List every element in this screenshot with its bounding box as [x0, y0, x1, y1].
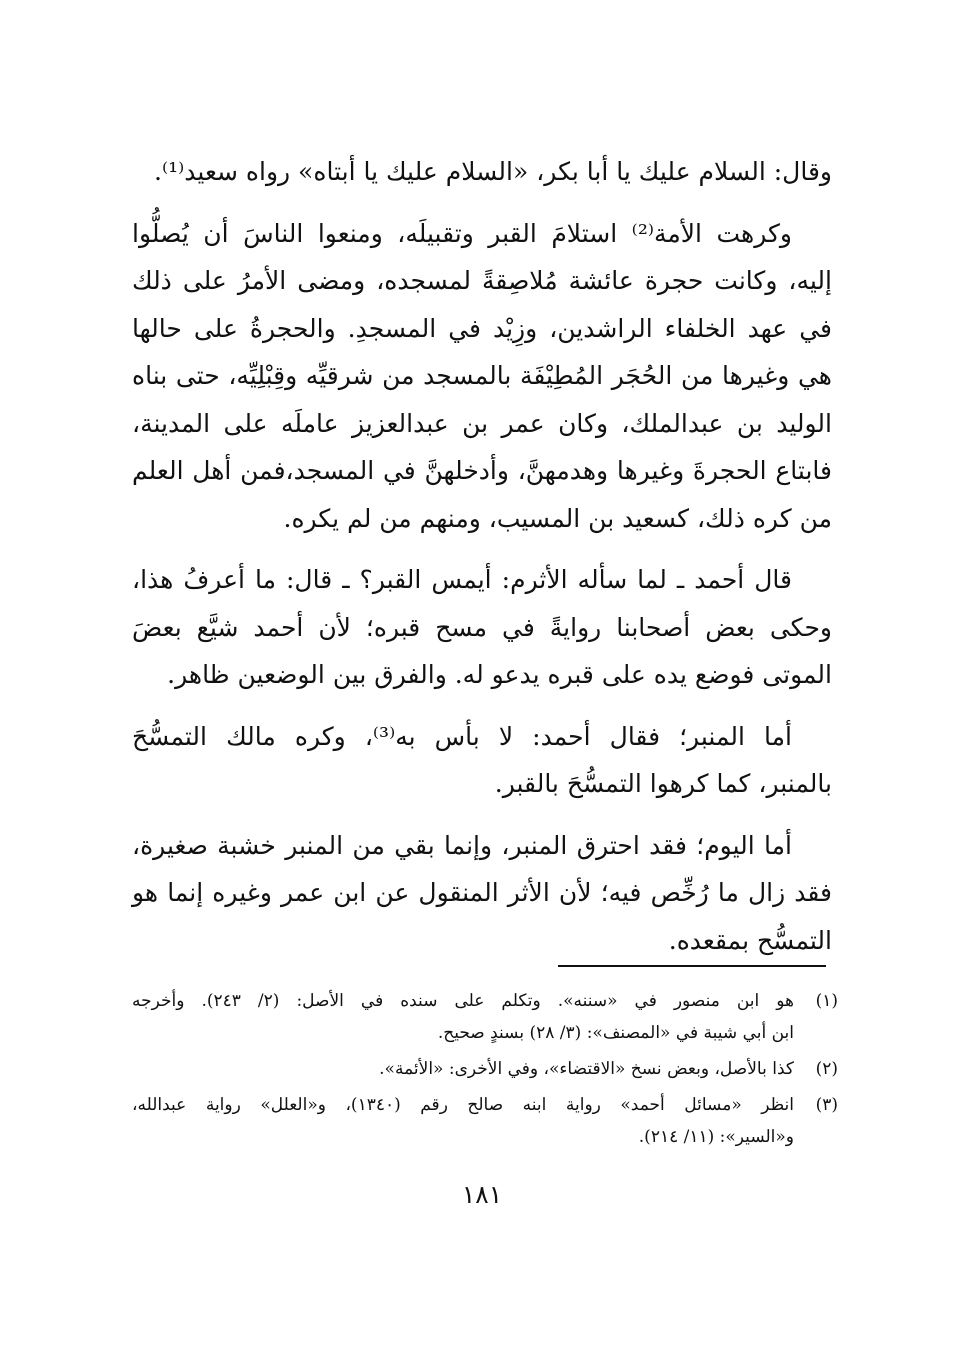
paragraph-4	[132, 713, 832, 808]
footnote-line: هو ابن منصور في «سننه». وتكلم على سنده في الأصل: (٢/ ٢٤٣). وأخرجه	[132, 991, 794, 1011]
footnote-line: انظر «مسائل أحمد» رواية ابنه صالح رقم (١٣٤٠)، و«العلل» رواية عبدالله،	[132, 1095, 795, 1115]
text-line: من كره ذلك، كسعيد بن المسيب، ومنهم من لم يكره.	[283, 503, 832, 533]
text-line: هي وغيرها من الحُجَر المُطِيْفَة بالمسجد من شرقيِّه وقِبْلِيِّه، حتى بناه	[132, 361, 832, 390]
page-number: ١٨١	[461, 1180, 503, 1209]
footnote-number: (٣)	[815, 1095, 838, 1115]
footnote-2	[132, 1053, 838, 1085]
footnote-separator	[558, 965, 826, 967]
text-line: فقد زال ما رُخِّص فيه؛ لأن الأثر المنقول عن ابن عمر وغيره إنما هو	[132, 878, 832, 907]
paragraph-2	[132, 210, 832, 543]
text-line: في عهد الخلفاء الراشدين، وزِيْد في المسجدِ. والحجرةُ على حالها	[132, 313, 832, 343]
footnote-3	[132, 1089, 838, 1153]
footnote-number: (١)	[815, 991, 838, 1011]
footnote-line: كذا بالأصل، وبعض نسخ «الاقتضاء»، وفي الأخرى: «الأئمة».	[379, 1059, 794, 1079]
footnotes	[132, 985, 838, 1157]
text-line: وحكى بعض أصحابنا روايةً في مسح قبره؛ لأن أحمد شيَّع بعضَ	[132, 612, 832, 642]
text-line: إليه، وكانت حجرة عائشة مُلاصِقةً لمسجده، ومضى الأمرُ على ذلك	[132, 266, 832, 295]
footnote-1	[132, 985, 838, 1049]
text-line: أما المنبر؛ فقال أحمد: لا بأس به⁽³⁾، وكره مالك التمسُّحَ	[132, 721, 792, 751]
text-line: التمسُّح بمقعده.	[668, 925, 832, 955]
text-line: بالمنبر، كما كرهوا التمسُّحَ بالقبر.	[494, 769, 832, 798]
text-line: وقال: السلام عليك يا أبا بكر، «السلام عليك يا أبتاه» رواه سعيد⁽¹⁾.	[154, 157, 832, 186]
paragraph-1	[132, 148, 832, 196]
paragraph-3	[132, 556, 832, 699]
footnote-number: (٢)	[815, 1059, 838, 1079]
text-line: الموتى فوضع يده على قبره يدعو له. والفرق بين الوضعين ظاهر.	[167, 660, 832, 689]
footnote-line: ابن أبي شيبة في «المصنف»: (٣/ ٢٨) بسندٍ صحيح.	[437, 1023, 794, 1043]
text-line: فابتاع الحجرةَ وغيرها وهدمهنَّ، وأدخلهنَّ في المسجد،فمن أهل العلم	[132, 456, 832, 485]
text-line: قال أحمد ـ لما سأله الأثرم: أيمس القبر؟ ـ قال: ما أعرفُ هذا،	[132, 565, 792, 594]
text-line: الوليد بن عبدالملك، وكان عمر بن عبدالعزيز عاملَه على المدينة،	[132, 408, 832, 438]
text-line: أما اليوم؛ فقد احترق المنبر، وإنما بقي من المنبر خشبة صغيرة،	[132, 830, 792, 860]
footnote-line: و«السير»: (١١/ ٢١٤).	[638, 1127, 794, 1147]
main-text	[132, 148, 832, 978]
text-line: وكرهت الأمة⁽²⁾ استلامَ القبر وتقبيلَه، ومنعوا الناسَ أن يُصلُّوا	[132, 218, 792, 248]
paragraph-5	[132, 822, 832, 965]
